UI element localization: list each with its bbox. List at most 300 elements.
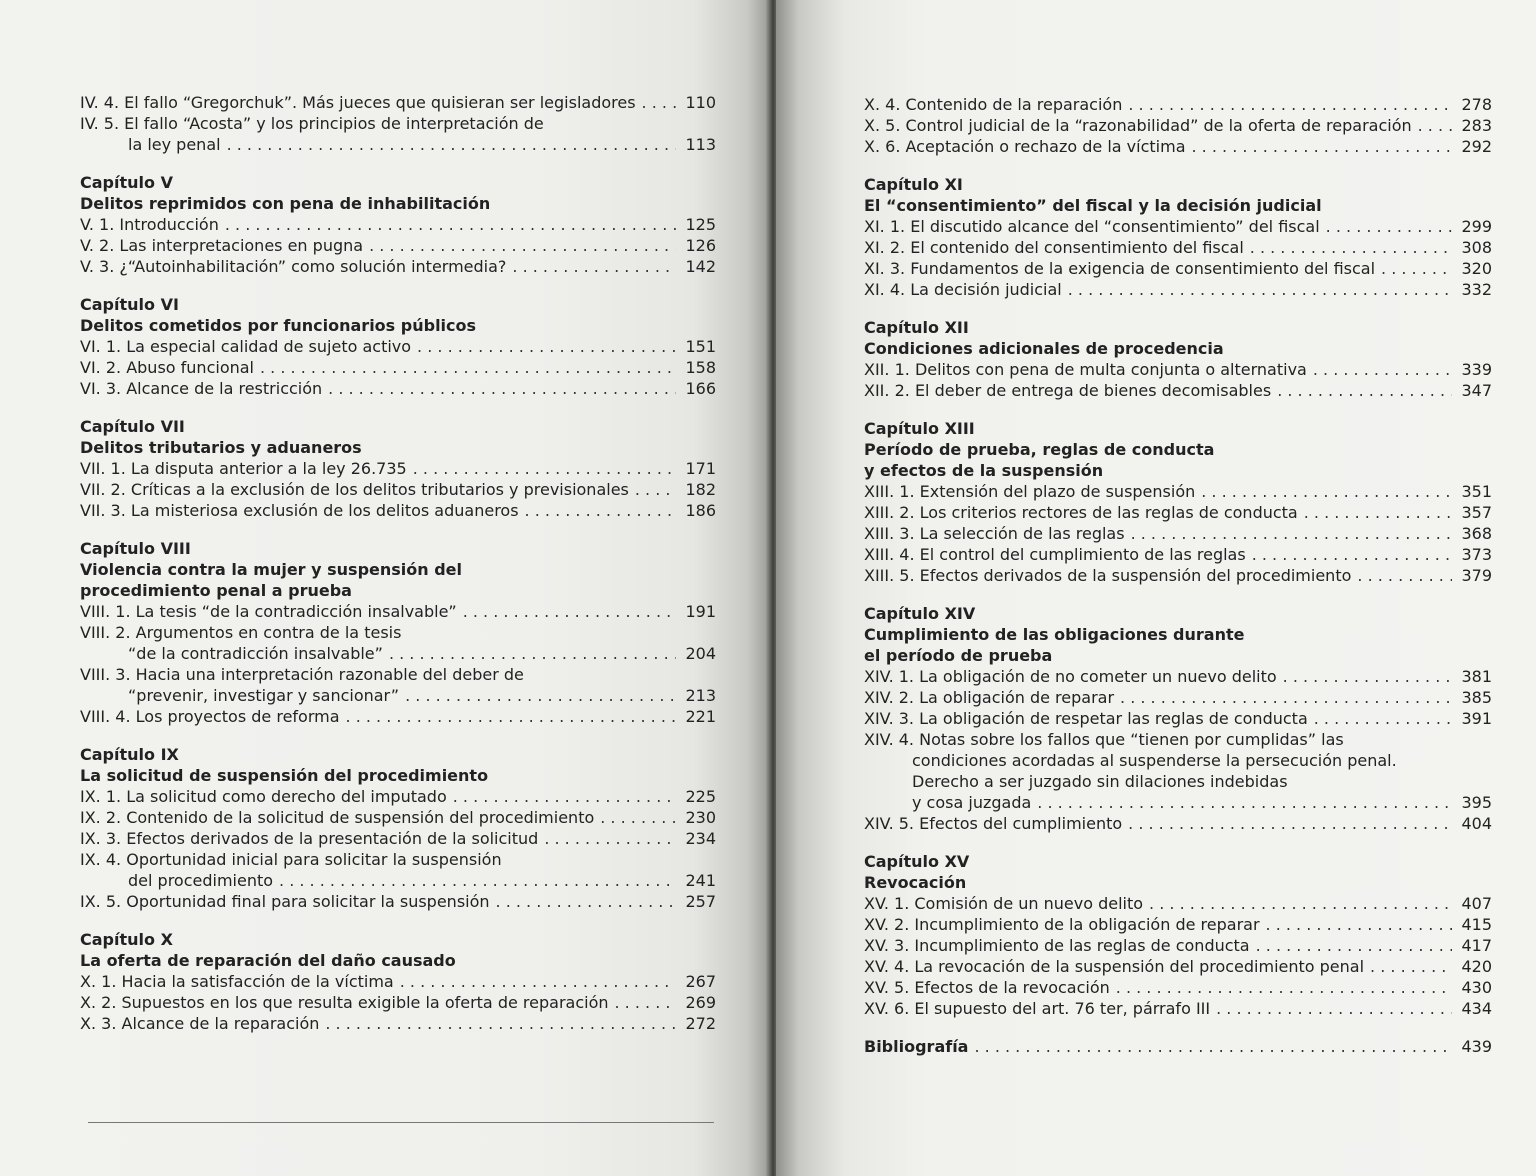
toc-entry <box>80 849 716 891</box>
page-number: 292 <box>1461 137 1492 156</box>
toc-entry-line <box>864 136 1492 157</box>
toc-entry-title <box>80 971 394 992</box>
toc-entry <box>80 601 716 622</box>
page-number: 381 <box>1461 667 1492 686</box>
page-number: 439 <box>1461 1037 1492 1056</box>
toc-entry-line <box>864 935 1492 956</box>
toc-entry-number: IX. 4. <box>80 850 122 869</box>
toc-entry-text: Notas sobre los fallos que “tienen por cumplidas” las <box>919 730 1344 749</box>
toc-entry <box>80 235 716 256</box>
page-number: 225 <box>685 787 716 806</box>
chapter-title: Cumplimiento de las obligaciones durante <box>864 625 1245 644</box>
toc-entry <box>80 357 716 378</box>
toc-entry-number: XIII. 4. <box>864 545 915 564</box>
toc-entry-line <box>864 279 1492 300</box>
page-number: 430 <box>1461 978 1492 997</box>
chapter-title: Delitos reprimidos con pena de inhabilitación <box>80 194 491 213</box>
toc-entry-title <box>864 523 1125 544</box>
toc-entry-text: La obligación de reparar <box>919 688 1115 707</box>
toc-entry-text: ¿“Autoinhabilitación” como solución intermedia? <box>119 257 507 276</box>
toc-entry-number: XI. 1. <box>864 217 906 236</box>
toc-entry <box>80 992 716 1013</box>
toc-entry-number: VII. 3. <box>80 501 126 520</box>
page-number: 113 <box>685 135 716 154</box>
toc-entry-line <box>80 479 716 500</box>
toc-entry-number: IX. 5. <box>80 892 122 911</box>
page-number: 404 <box>1461 814 1492 833</box>
toc-entry-title <box>80 828 538 849</box>
page-number: 191 <box>685 602 716 621</box>
toc-entry-number: VI. 3. <box>80 379 122 398</box>
dot-leader <box>1128 813 1452 834</box>
toc-entry-line <box>80 786 716 807</box>
dot-leader <box>1326 216 1452 237</box>
page-number: 186 <box>685 501 716 520</box>
chapter-section <box>864 317 1492 401</box>
toc-entry-number: XV. 1. <box>864 894 910 913</box>
toc-entry-text: La revocación de la suspensión del procedimiento penal <box>914 957 1365 976</box>
toc-entry-title <box>80 113 544 134</box>
toc-entry-line <box>864 502 1492 523</box>
chapter-label: Capítulo XIV <box>864 604 976 623</box>
chapter-title: Condiciones adicionales de procedencia <box>864 339 1224 358</box>
chapter-label: Capítulo VI <box>80 295 179 314</box>
toc-entry <box>864 359 1492 380</box>
toc-entry-title <box>80 92 636 113</box>
dot-leader <box>1128 94 1452 115</box>
dot-leader <box>1314 708 1452 729</box>
toc-entry-text: La obligación de respetar las reglas de conducta <box>919 709 1308 728</box>
chapter-label: Capítulo VIII <box>80 539 191 558</box>
toc-entry-title <box>80 500 519 521</box>
page-number: 415 <box>1461 915 1492 934</box>
toc-entry-line <box>80 891 716 912</box>
toc-entry-title <box>864 666 1277 687</box>
toc-entry-text: La disputa anterior a la ley 26.735 <box>130 459 407 478</box>
toc-entry-text: La solicitud como derecho del imputado <box>126 787 447 806</box>
toc-entry-text: Alcance de la restricción <box>126 379 323 398</box>
toc-entry <box>864 893 1492 914</box>
toc-entry-title <box>912 792 1031 813</box>
toc-entry-title <box>864 914 1260 935</box>
toc-entry-number: XIV. 5. <box>864 814 914 833</box>
toc-entry-text: Derecho a ser juzgado sin dilaciones indebidas <box>912 772 1288 791</box>
page-number: 142 <box>685 257 716 276</box>
toc-entry-text: El deber de entrega de bienes decomisables <box>914 381 1272 400</box>
toc-entry-line <box>80 706 716 727</box>
toc-entry-line <box>80 256 716 277</box>
page-number: 110 <box>685 93 716 112</box>
toc-entry-text: La selección de las reglas <box>919 524 1125 543</box>
page-number: 417 <box>1461 936 1492 955</box>
dot-leader <box>453 786 676 807</box>
page-number: 395 <box>1461 793 1492 812</box>
toc-entry-line <box>80 971 716 992</box>
page-number: 407 <box>1461 894 1492 913</box>
toc-entry-number: XI. 4. <box>864 280 906 299</box>
toc-entry-text: Abuso funcional <box>126 358 254 377</box>
toc-entry-title <box>80 1013 319 1034</box>
toc-entry-title <box>80 336 411 357</box>
toc-entry-title <box>80 479 629 500</box>
toc-entry-line <box>80 685 716 706</box>
toc-entry-line <box>864 544 1492 565</box>
toc-entry <box>80 807 716 828</box>
toc-entry <box>864 914 1492 935</box>
toc-entry <box>864 380 1492 401</box>
toc-entry-number: X. 1. <box>80 972 117 991</box>
toc-entry-number: XIV. 2. <box>864 688 914 707</box>
toc-entry-text: Delitos con pena de multa conjunta o alternativa <box>914 360 1307 379</box>
toc-entry-number: XIII. 5. <box>864 566 915 585</box>
toc-entry-text: El contenido del consentimiento del fiscal <box>910 238 1244 257</box>
toc-entry-line <box>864 914 1492 935</box>
chapter-label: Capítulo XI <box>864 175 963 194</box>
dot-leader <box>463 601 676 622</box>
dot-leader <box>1266 914 1452 935</box>
toc-entry <box>80 664 716 706</box>
page-number: 213 <box>685 686 716 705</box>
toc-entry-number: XII. 1. <box>864 360 910 379</box>
chapter-section <box>80 294 716 399</box>
dot-leader <box>1252 544 1452 565</box>
toc-entry <box>80 622 716 664</box>
toc-entry-line <box>80 92 716 113</box>
dot-leader <box>413 458 676 479</box>
page-number: 182 <box>685 480 716 499</box>
toc-entry-line <box>80 458 716 479</box>
toc-entry-text: El discutido alcance del “consentimiento” del fiscal <box>910 217 1320 236</box>
page-number: 339 <box>1461 360 1492 379</box>
toc-entry-text: Hacia una interpretación razonable del deber de <box>135 665 524 684</box>
toc-entry-line <box>864 708 1492 729</box>
toc-entry-line <box>864 956 1492 977</box>
toc-entry-title <box>128 870 273 891</box>
page-number: 368 <box>1461 524 1492 543</box>
toc-entry-text: Los criterios rectores de las reglas de conducta <box>919 503 1298 522</box>
left-toc <box>80 92 716 1034</box>
dot-leader <box>1037 792 1452 813</box>
toc-entry-text: Los proyectos de reforma <box>135 707 340 726</box>
toc-entry-title <box>80 256 506 277</box>
toc-entry <box>864 544 1492 565</box>
toc-entry-text: Críticas a la exclusión de los delitos tributarios y previsionales <box>130 480 629 499</box>
toc-entry-title <box>80 458 407 479</box>
page-number: 320 <box>1461 259 1492 278</box>
toc-entry-line <box>864 216 1492 237</box>
toc-entry-text: Introducción <box>119 215 219 234</box>
toc-entry-number: V. 3. <box>80 257 115 276</box>
dot-leader <box>1149 893 1452 914</box>
page-number: 171 <box>685 459 716 478</box>
toc-entry-title <box>864 481 1195 502</box>
toc-entry-number: VI. 2. <box>80 358 122 377</box>
toc-entry-line <box>864 481 1492 502</box>
toc-entry-line <box>864 998 1492 1019</box>
page-number: 434 <box>1461 999 1492 1018</box>
toc-entry-line <box>80 870 716 891</box>
toc-entry-title <box>864 813 1122 834</box>
toc-entry-number: IV. 5. <box>80 114 120 133</box>
toc-entry-title <box>864 258 1375 279</box>
toc-entry-text: y cosa juzgada <box>912 793 1032 812</box>
toc-entry-title <box>128 685 399 706</box>
toc-entry-title <box>864 115 1412 136</box>
toc-entry-line <box>864 94 1492 115</box>
toc-entry-title <box>864 216 1320 237</box>
toc-entry-title <box>912 750 1397 771</box>
toc-entry <box>80 971 716 992</box>
toc-entry-title <box>864 565 1351 586</box>
toc-entry <box>864 1036 1492 1057</box>
toc-entry <box>864 935 1492 956</box>
page-number: 299 <box>1461 217 1492 236</box>
toc-entry-number: XIII. 3. <box>864 524 915 543</box>
dot-leader <box>1201 481 1452 502</box>
dot-leader <box>346 706 676 727</box>
toc-entry <box>80 479 716 500</box>
toc-entry-text: Efectos del cumplimiento <box>919 814 1123 833</box>
toc-entry <box>864 94 1492 115</box>
dot-leader <box>325 1013 676 1034</box>
page-number: 241 <box>685 871 716 890</box>
toc-entry-line <box>864 666 1492 687</box>
toc-entry <box>864 729 1492 813</box>
toc-entry-text: Control judicial de la “razonabilidad” de la oferta de reparación <box>905 116 1412 135</box>
dot-leader <box>1256 935 1452 956</box>
dot-leader <box>279 870 676 891</box>
toc-entry <box>864 813 1492 834</box>
toc-entry-number: XV. 4. <box>864 957 910 976</box>
chapter-title: procedimiento penal a prueba <box>80 581 352 600</box>
toc-entry-number: XIV. 4. <box>864 730 914 749</box>
toc-entry-line <box>864 1036 1492 1057</box>
bibliography-section <box>864 1036 1492 1057</box>
dot-leader <box>1131 523 1452 544</box>
dot-leader <box>1277 380 1452 401</box>
toc-entry-line <box>864 771 1492 792</box>
toc-entry-text: Las interpretaciones en pugna <box>119 236 364 255</box>
toc-entry-number: X. 6. <box>864 137 901 156</box>
toc-entry-line <box>80 357 716 378</box>
dot-leader <box>635 479 676 500</box>
toc-entry-title <box>864 977 1110 998</box>
left-footer-rule <box>88 1122 714 1123</box>
toc-entry-line <box>80 113 716 134</box>
toc-entry-number: IX. 2. <box>80 808 122 827</box>
page-number: 391 <box>1461 709 1492 728</box>
toc-entry-title <box>864 687 1114 708</box>
page-number: 420 <box>1461 957 1492 976</box>
toc-entry-number: VIII. 3. <box>80 665 131 684</box>
toc-entry <box>864 216 1492 237</box>
toc-entry-title <box>864 359 1307 380</box>
chapter-section <box>80 172 716 277</box>
toc-entry <box>864 523 1492 544</box>
page-number: 351 <box>1461 482 1492 501</box>
chapter-section <box>864 174 1492 300</box>
toc-entry-line <box>80 500 716 521</box>
toc-entry-text: Extensión del plazo de suspensión <box>919 482 1196 501</box>
toc-entry-title <box>80 849 502 870</box>
page-number: 385 <box>1461 688 1492 707</box>
chapter-label: Capítulo XV <box>864 852 970 871</box>
dot-leader <box>600 807 676 828</box>
toc-entry-line <box>864 813 1492 834</box>
toc-entry-line <box>864 237 1492 258</box>
toc-entry-text: Contenido de la reparación <box>905 95 1123 114</box>
toc-entry-number: VIII. 2. <box>80 623 131 642</box>
dot-leader <box>260 357 676 378</box>
right-toc <box>864 94 1492 1057</box>
page-number: 234 <box>685 829 716 848</box>
toc-entry-title <box>128 643 383 664</box>
toc-entry-text: La misteriosa exclusión de los delitos aduaneros <box>130 501 519 520</box>
toc-entry <box>864 258 1492 279</box>
toc-entry-line <box>864 893 1492 914</box>
toc-entry-number: XIII. 2. <box>864 503 915 522</box>
chapter-section <box>80 744 716 912</box>
dot-leader <box>1250 237 1452 258</box>
toc-entry-text: Alcance de la reparación <box>121 1014 320 1033</box>
toc-entry-title <box>80 891 490 912</box>
page-number: 166 <box>685 379 716 398</box>
toc-entry <box>80 378 716 399</box>
dot-leader <box>1357 565 1452 586</box>
toc-entry-title <box>80 807 594 828</box>
dot-leader <box>642 92 676 113</box>
toc-entry-title <box>80 378 322 399</box>
toc-entry-title <box>80 622 401 643</box>
toc-entry <box>864 481 1492 502</box>
toc-entry-number: XI. 3. <box>864 259 906 278</box>
chapter-label: Capítulo XII <box>864 318 969 337</box>
toc-entry-text: “de la contradicción insalvable” <box>128 644 383 663</box>
toc-entry <box>864 565 1492 586</box>
toc-entry-line <box>80 378 716 399</box>
toc-entry-line <box>80 235 716 256</box>
toc-entry-text: Oportunidad inicial para solicitar la suspensión <box>126 850 502 869</box>
chapter-section <box>864 418 1492 586</box>
page-number: 158 <box>685 358 716 377</box>
dot-leader <box>1068 279 1452 300</box>
chapter-label: Capítulo V <box>80 173 173 192</box>
toc-entry-title <box>80 706 340 727</box>
toc-entry <box>80 92 716 113</box>
toc-entry-number: V. 1. <box>80 215 115 234</box>
toc-entry <box>864 708 1492 729</box>
toc-entry-text: Efectos derivados de la presentación de la solicitud <box>126 829 539 848</box>
toc-entry-text: El fallo “Acosta” y los principios de interpretación de <box>124 114 544 133</box>
toc-entry <box>80 458 716 479</box>
toc-entry-number: IV. 4. <box>80 93 120 112</box>
chapter-label: Capítulo XIII <box>864 419 975 438</box>
toc-entry-line <box>80 807 716 828</box>
chapter-title: y efectos de la suspensión <box>864 461 1104 480</box>
toc-entry-line <box>80 849 716 870</box>
toc-entry <box>80 113 716 155</box>
toc-entry-number: XV. 5. <box>864 978 910 997</box>
toc-entry-line <box>80 601 716 622</box>
page-number: 230 <box>685 808 716 827</box>
dot-leader <box>1192 136 1453 157</box>
toc-entry-text: La decisión judicial <box>910 280 1062 299</box>
toc-entry-text: Incumplimiento de las reglas de conducta <box>914 936 1250 955</box>
toc-entry-number: VIII. 1. <box>80 602 131 621</box>
toc-entry-title <box>864 956 1364 977</box>
page-number: 278 <box>1461 95 1492 114</box>
toc-entry <box>864 279 1492 300</box>
toc-entry <box>80 1013 716 1034</box>
page-number: 125 <box>685 215 716 234</box>
dot-leader <box>369 235 676 256</box>
page-number: 221 <box>685 707 716 726</box>
dot-leader <box>405 685 676 706</box>
chapter-title: Delitos tributarios y aduaneros <box>80 438 362 457</box>
page-number: 347 <box>1461 381 1492 400</box>
toc-entry <box>80 828 716 849</box>
toc-entry-number: VII. 2. <box>80 480 126 499</box>
toc-entry-title <box>864 708 1308 729</box>
chapter-label: Capítulo VII <box>80 417 185 436</box>
chapter-title: La solicitud de suspensión del procedimiento <box>80 766 489 785</box>
toc-entry-text: Efectos derivados de la suspensión del procedimiento <box>919 566 1352 585</box>
toc-entry-line <box>80 622 716 643</box>
toc-entry-line <box>80 992 716 1013</box>
toc-entry-line <box>864 792 1492 813</box>
toc-entry-text: El fallo “Gregorchuk”. Más jueces que quisieran ser legisladores <box>124 93 636 112</box>
toc-entry-number: XII. 2. <box>864 381 910 400</box>
toc-entry-text: “prevenir, investigar y sancionar” <box>128 686 400 705</box>
dot-leader <box>1418 115 1452 136</box>
dot-leader <box>496 891 676 912</box>
toc-entry-title <box>912 771 1288 792</box>
bibliography-label: Bibliografía <box>864 1037 969 1056</box>
dot-leader <box>525 500 676 521</box>
toc-entry-number: XV. 6. <box>864 999 910 1018</box>
toc-entry-text: Incumplimiento de la obligación de reparar <box>914 915 1260 934</box>
toc-entry-title <box>80 235 363 256</box>
toc-entry-number: IX. 3. <box>80 829 122 848</box>
toc-entry-text: El supuesto del art. 76 ter, párrafo III <box>914 999 1211 1018</box>
dot-leader <box>512 256 676 277</box>
chapter-title: el período de prueba <box>864 646 1053 665</box>
toc-entry-number: X. 5. <box>864 116 901 135</box>
toc-entry-line <box>864 258 1492 279</box>
toc-entry-text: Fundamentos de la exigencia de consentimiento del fiscal <box>910 259 1376 278</box>
page-number: 204 <box>685 644 716 663</box>
toc-entry <box>864 666 1492 687</box>
toc-entry-text: Supuestos en los que resulta exigible la oferta de reparación <box>121 993 609 1012</box>
dot-leader <box>417 336 676 357</box>
toc-entry-number: XIV. 3. <box>864 709 914 728</box>
chapter-label: Capítulo IX <box>80 745 179 764</box>
dot-leader <box>1381 258 1452 279</box>
toc-entry-title <box>864 893 1143 914</box>
toc-entry <box>864 998 1492 1019</box>
toc-entry-line <box>864 750 1492 771</box>
chapter-title: Violencia contra la mujer y suspensión del <box>80 560 463 579</box>
dot-leader <box>1283 666 1452 687</box>
toc-entry-line <box>80 828 716 849</box>
dot-leader <box>328 378 676 399</box>
toc-entry-line <box>864 523 1492 544</box>
chapter-section <box>864 851 1492 1019</box>
dot-leader <box>400 971 676 992</box>
toc-entry <box>864 687 1492 708</box>
toc-entry-line <box>80 664 716 685</box>
toc-entry-number: XV. 2. <box>864 915 910 934</box>
